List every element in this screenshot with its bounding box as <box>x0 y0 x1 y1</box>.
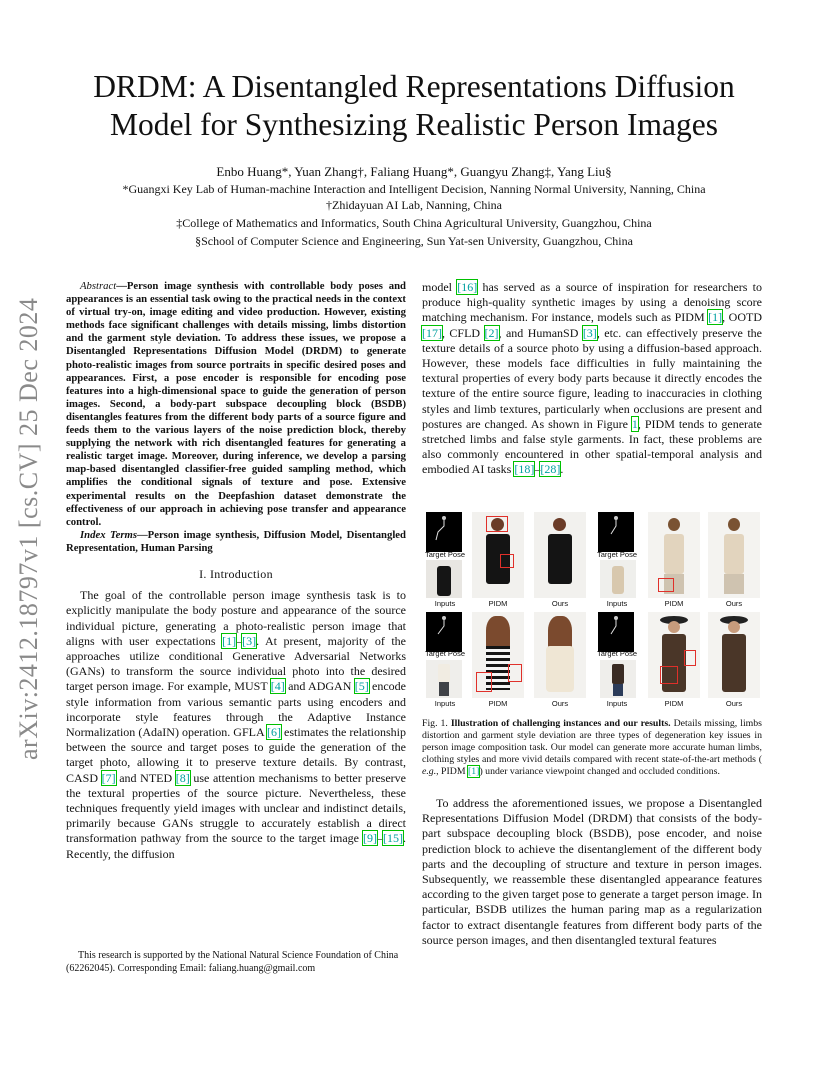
affiliation-1: *Guangxi Key Lab of Human-machine Interaction and Intelligent Decision, Nanning Normal University, Nanning, China <box>122 182 706 196</box>
text-run: . <box>560 462 564 477</box>
text-run: – <box>236 633 243 648</box>
intro-paragraph-1 <box>66 588 406 862</box>
pose-skeleton-icon <box>598 612 634 652</box>
red-highlight-box <box>660 666 678 684</box>
red-highlight-box <box>508 664 522 682</box>
citation-link[interactable]: [8] <box>175 770 190 785</box>
title-line-2: Model for Synthesizing Realistic Person Images <box>109 107 719 142</box>
pose-skeleton-icon <box>426 512 462 552</box>
caption-bold: Illustration of challenging instances and our results. <box>450 718 671 729</box>
red-highlight-box <box>684 650 696 666</box>
right-column-bottom <box>422 796 762 948</box>
target-pose-image <box>598 612 634 652</box>
pidm-result-image <box>648 512 700 598</box>
arxiv-sidebar-id: arXiv:2412.18797v1 [cs.CV] 25 Dec 2024 <box>14 297 43 760</box>
label-target-pose: Target Pose <box>424 649 466 658</box>
label-pidm: PIDM <box>664 699 684 708</box>
abstract-text: —Person image synthesis with controllable body poses and appearances is an essential task owing to the practical needs in the context of virtual try-on, image editing and video production. However, existing methods face significant challenges with details missing, limbs distortion and the garment style deviation. To address these issues, we propose a Disentangled Representations Diffusion Model (DRDM) to generate photo-realistic images from source portraits in specific desired poses and appearances. First, a pose encoder is responsible for encoding pose features into a high-dimensional space to guide the generation of person images. Second, a body-part subspace decoupling block (BSDB) disentangles features from the different body parts of a source figure and feeds them to the various layers of the noise prediction block, thereby supplying the network with rich disentangled features for generating a realistic target image. Moreover, during inference, we develop a parsing map-based disentangled classifier-free guided sampling method, which amplifies the conditional signals of texture and pose. Extensive experimental results on the Deepfashion dataset demonstrate the effectiveness of our approach in achieving pose transfer and appearance control. <box>66 280 406 528</box>
pose-skeleton-icon <box>426 612 462 652</box>
label-inputs: Inputs <box>606 699 628 708</box>
text-run: encode style information from various semantic parts using encoders and incorporate style features through the Adaptive Instance Normalization (AdaIN) operation. GFLA <box>66 679 406 739</box>
citation-link[interactable]: [17] <box>422 325 442 340</box>
pidm-result-image <box>472 612 524 698</box>
text-run: , OOTD <box>722 310 763 325</box>
intro-paragraph-cont <box>422 280 762 478</box>
right-column-top <box>422 280 762 478</box>
text-run: Details missing, limbs distortion and garment style deviation are three types of degeneration key issues in person image composition task. Our model can generate more accurate human limbs, clothing styles and more vivid details compared with recent state-of-the-art methods ( <box>422 718 762 765</box>
text-run: and NTED <box>115 770 176 785</box>
footnote: This research is supported by the National Natural Science Foundation of China (62262045). Corresponding Email: faliang.huang@gmail.com <box>66 950 399 974</box>
target-pose-image <box>426 612 462 652</box>
label-ours: Ours <box>725 699 743 708</box>
red-highlight-box <box>486 516 508 532</box>
target-pose-image <box>426 512 462 552</box>
text-run: , etc. can effectively preserve the texture details of a source photo by using a diffusion-based approach. However, these models face difficulties in fully maintaining the textural properties of every body parts because it directly encodes the texture of the entire source figure, leading to inaccuracies in clothing styles and limb textures, particularly when occlusions are present and postures are changed. As shown in Figure <box>422 325 762 431</box>
affiliation-2: †Zhidayuan AI Lab, Nanning, China <box>326 198 502 212</box>
left-column <box>66 280 406 862</box>
label-pidm: PIDM <box>488 599 508 608</box>
label-target-pose: Target Pose <box>596 649 638 658</box>
input-image <box>426 560 462 598</box>
target-pose-image <box>598 512 634 552</box>
label-inputs: Inputs <box>434 699 456 708</box>
figure-link[interactable]: 1 <box>631 416 638 431</box>
text-run: has served as a source of inspiration for researchers to produce high-quality synthetic images by using a denoising score matching mechanism. For instance, models such as PIDM <box>422 280 762 325</box>
citation-link[interactable]: [16] <box>457 280 478 294</box>
figure-1 <box>422 510 762 714</box>
citation-link[interactable]: [1] <box>708 310 723 325</box>
text-run: The goal of the controllable person image synthesis task is to explicitly manipulate the body posture and appearance of the source individual picture, generating a photo-realistic person image that aligns with user expectations <box>66 588 406 648</box>
index-terms-label: Index Terms <box>80 528 137 541</box>
author-list: Enbo Huang*, Yuan Zhang†, Faliang Huang*, Guangyu Zhang‡, Yang Liu§ <box>216 164 612 179</box>
index-terms-text: —Person image synthesis, Diffusion Model, Disentangled Representation, Human Parsing <box>66 528 406 554</box>
text-run: and ADGAN <box>284 679 355 694</box>
text-run: . Recently, the diffusion <box>66 831 406 861</box>
text-run: , and HumanSD <box>498 325 583 340</box>
citation-link[interactable]: [1] <box>468 766 480 777</box>
section-heading-introduction: I. Introduction <box>199 566 273 581</box>
citation-link[interactable]: [3] <box>582 325 597 340</box>
text-run: estimates the relationship between the source and target poses to guide the generation of the target photo, allowing it to preserve texture details. By contrast, CASD <box>66 725 407 785</box>
label-inputs: Inputs <box>606 599 628 608</box>
citation-link[interactable]: [28] <box>540 462 561 477</box>
text-run: – <box>534 462 541 477</box>
text-run: , CFLD <box>442 325 485 340</box>
citation-link[interactable]: [1] <box>222 633 237 648</box>
title-line-1: DRDM: A Disentangled Representations Diffusion <box>93 69 735 104</box>
text-run: , PIDM tends to generate stretched limbs and false style garments. In fact, these problems are also commonly encountered in other spatial-temporal analysis and embodied AI tasks <box>422 416 763 477</box>
label-ours: Ours <box>551 599 569 608</box>
citation-link[interactable]: [7] <box>101 770 116 785</box>
citation-link[interactable]: [4] <box>270 679 285 694</box>
citation-link[interactable]: [9] <box>363 831 377 846</box>
label-inputs: Inputs <box>434 599 456 608</box>
citation-link[interactable]: [2] <box>484 325 499 340</box>
citation-link[interactable]: [18] <box>514 462 535 477</box>
red-highlight-box <box>476 672 492 692</box>
figure-caption <box>422 718 762 778</box>
text-run: ) under variance viewpoint changed and occluded conditions. <box>479 766 720 777</box>
text-run: , PIDM <box>436 766 469 777</box>
abstract <box>66 280 406 529</box>
input-image <box>600 560 636 598</box>
text-run: – <box>377 831 383 846</box>
label-target-pose: Target Pose <box>424 550 466 559</box>
citation-link[interactable]: [15] <box>383 831 403 846</box>
text-run: e.g. <box>422 766 437 777</box>
text-run: . At present, majority of the approaches utilize conditional Generative Adversarial Networks (GANs) to transform the source individual photo into the desired target person image. For example, MUST <box>66 633 407 694</box>
pose-skeleton-icon <box>598 512 634 552</box>
label-ours: Ours <box>725 599 743 608</box>
citation-link[interactable]: [6] <box>267 725 281 739</box>
abstract-label: Abstract <box>80 280 117 292</box>
paper-title <box>60 68 768 144</box>
index-terms <box>66 529 406 555</box>
text-run: model <box>422 280 458 294</box>
ours-result-image <box>708 512 760 598</box>
label-pidm: PIDM <box>488 699 508 708</box>
ours-result-image <box>534 612 586 698</box>
citation-link[interactable]: [3] <box>242 633 257 648</box>
label-pidm: PIDM <box>664 599 684 608</box>
citation-link[interactable]: [5] <box>354 679 369 694</box>
input-image <box>600 660 636 698</box>
input-image <box>426 660 462 698</box>
red-highlight-box <box>500 554 514 568</box>
right-paragraph-2: To address the aforementioned issues, we propose a Disentangled Representations Diffusion Model (DRDM) that consists of the body-part subspace decoupling block (BSDB), pose encoder, and noise prediction block to achieve the disentanglement of the different body parts and the decoupling of structure and texture in person images. Subsequently, we reassemble these disentangled appearance features according to the given target pose to generate a target person image. In particular, BSDB utilizes the human paring map as a regularization factor to extract disentangle features from different body parts of the source person images, and then disentangled textural features <box>422 796 762 947</box>
label-target-pose: Target Pose <box>596 550 638 559</box>
pidm-result-image <box>648 612 700 698</box>
pidm-result-image <box>472 512 524 598</box>
caption-label: Fig. 1. <box>422 718 448 729</box>
text-run: use attention mechanisms to better preserve the textural properties of the source picture. Nevertheless, these techniques frequently yield images with unclear and indistinct details, primarily because GANs struggle to accurately establish a direct transformation pathway from the source to the target image <box>66 770 406 846</box>
affiliation-3: ‡College of Mathematics and Informatics, South China Agricultural University, Guangzhou, China <box>176 216 652 230</box>
affiliation-4: §School of Computer Science and Engineering, Sun Yat-sen University, Guangzhou, China <box>195 234 633 248</box>
red-highlight-box <box>658 578 674 592</box>
ours-result-image <box>534 512 586 598</box>
ours-result-image <box>708 612 760 698</box>
label-ours: Ours <box>551 699 569 708</box>
